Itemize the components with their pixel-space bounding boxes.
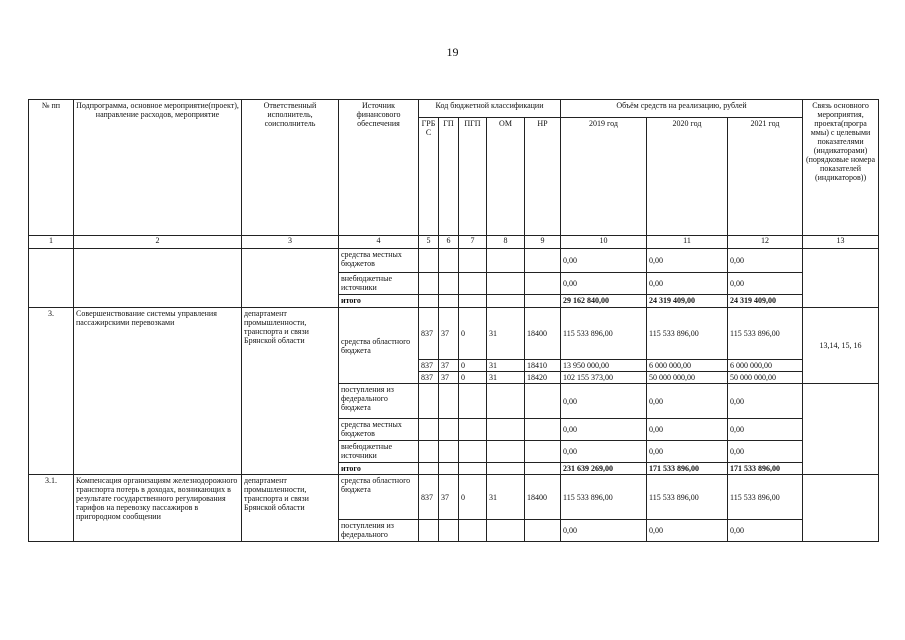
source-cell: поступления из федерального бюджета [339, 384, 419, 419]
nr-cell: 18410 [525, 360, 561, 372]
amount-2021: 115 533 896,00 [728, 475, 803, 520]
indicator-cell: 13,14, 15, 16 [803, 308, 879, 384]
header-2021: 2021 год [728, 118, 803, 236]
nr-cell: 18400 [525, 308, 561, 360]
header-2019: 2019 год [561, 118, 647, 236]
source-cell: итого [339, 295, 419, 308]
num-cell: 3. [29, 308, 74, 475]
program-cell: Совершенствование системы управления пассажирскими перевозками [74, 308, 242, 475]
header-nr: НР [525, 118, 561, 236]
om-cell: 31 [487, 475, 525, 520]
executor-cell: департамент промышленности, транспорта и связи Брянской области [242, 308, 339, 475]
header-link: Связь основного мероприятия, проекта(програ ммы) с целевыми показателями (индикаторами) (порядковые номера показателей (индикаторов)) [803, 100, 879, 236]
nr-cell: 18400 [525, 475, 561, 520]
pgp-cell: 0 [459, 475, 487, 520]
num-cell [29, 249, 74, 308]
header-budget-code: Код бюджетной классификации [419, 100, 561, 118]
page-number: 19 [446, 45, 459, 59]
amount-2021: 50 000 000,00 [728, 372, 803, 384]
amount-2020: 0,00 [647, 419, 728, 441]
table-row [29, 308, 879, 360]
amount-2020: 0,00 [647, 441, 728, 463]
amount-2019: 102 155 373,00 [561, 372, 647, 384]
amount-2021: 115 533 896,00 [728, 308, 803, 360]
gp-cell: 37 [439, 475, 459, 520]
header-grbs: ГРБ С [419, 118, 439, 236]
nr-cell: 18420 [525, 372, 561, 384]
amount-2019: 115 533 896,00 [561, 308, 647, 360]
header-source: Источник финансового обеспечения [339, 100, 419, 236]
table-row [29, 475, 879, 520]
amount-2021: 6 000 000,00 [728, 360, 803, 372]
header-program: Подпрограмма, основное мероприятие(проект), направление расходов, мероприятие [74, 100, 242, 236]
column-number-row [29, 236, 879, 249]
num-cell: 3.1. [29, 475, 74, 542]
amount-2020: 24 319 409,00 [647, 295, 728, 308]
amount-2020: 6 000 000,00 [647, 360, 728, 372]
gp-cell: 37 [439, 360, 459, 372]
header-amount: Объём средств на реализацию, рублей [561, 100, 803, 118]
indicator-cell [803, 249, 879, 308]
source-cell: итого [339, 463, 419, 475]
gp-cell: 37 [439, 372, 459, 384]
amount-2020: 0,00 [647, 249, 728, 273]
amount-2021: 0,00 [728, 419, 803, 441]
amount-2021: 0,00 [728, 249, 803, 273]
om-cell: 31 [487, 372, 525, 384]
amount-2019: 0,00 [561, 520, 647, 542]
header-executor: Ответственный исполнитель, соисполнитель [242, 100, 339, 236]
col-number: 2 [74, 236, 242, 249]
source-cell: средства местных бюджетов [339, 249, 419, 273]
col-number: 7 [459, 236, 487, 249]
col-number: 5 [419, 236, 439, 249]
om-cell: 31 [487, 360, 525, 372]
col-number: 8 [487, 236, 525, 249]
amount-2019: 0,00 [561, 441, 647, 463]
amount-2021: 0,00 [728, 520, 803, 542]
amount-2020: 0,00 [647, 384, 728, 419]
source-cell: поступления из федерального [339, 520, 419, 542]
executor-cell [242, 249, 339, 308]
amount-2021: 24 319 409,00 [728, 295, 803, 308]
amount-2019: 13 950 000,00 [561, 360, 647, 372]
amount-2020: 50 000 000,00 [647, 372, 728, 384]
header-pgp: ПГП [459, 118, 487, 236]
col-number: 6 [439, 236, 459, 249]
amount-2020: 171 533 896,00 [647, 463, 728, 475]
amount-2019: 115 533 896,00 [561, 475, 647, 520]
amount-2019: 0,00 [561, 249, 647, 273]
amount-2019: 29 162 840,00 [561, 295, 647, 308]
header-2020: 2020 год [647, 118, 728, 236]
amount-2021: 171 533 896,00 [728, 463, 803, 475]
source-cell: средства областного бюджета [339, 308, 419, 384]
source-cell: внебюджетные источники [339, 273, 419, 295]
col-number: 1 [29, 236, 74, 249]
col-number: 9 [525, 236, 561, 249]
amount-2021: 0,00 [728, 441, 803, 463]
program-cell: Компенсация организациям железнодорожного транспорта потерь в доходах, возникающих в результате государственного регулирования тарифов на перевозку пассажиров в пригородном сообщении [74, 475, 242, 542]
col-number: 13 [803, 236, 879, 249]
indicator-cell [803, 384, 879, 475]
col-number: 3 [242, 236, 339, 249]
gp-cell: 37 [439, 308, 459, 360]
grbs-cell: 837 [419, 372, 439, 384]
amount-2021: 0,00 [728, 273, 803, 295]
amount-2019: 0,00 [561, 384, 647, 419]
col-number: 12 [728, 236, 803, 249]
col-number: 11 [647, 236, 728, 249]
col-number: 10 [561, 236, 647, 249]
amount-2020: 0,00 [647, 273, 728, 295]
grbs-cell: 837 [419, 360, 439, 372]
col-number: 4 [339, 236, 419, 249]
amount-2020: 0,00 [647, 520, 728, 542]
amount-2020: 115 533 896,00 [647, 475, 728, 520]
header-gp: ГП [439, 118, 459, 236]
source-cell: средства местных бюджетов [339, 419, 419, 441]
program-cell [74, 249, 242, 308]
header-num: № пп [29, 100, 74, 236]
amount-2019: 0,00 [561, 419, 647, 441]
om-cell: 31 [487, 308, 525, 360]
pgp-cell: 0 [459, 372, 487, 384]
indicator-cell [803, 475, 879, 542]
executor-cell: департамент промышленности, транспорта и связи Брянской области [242, 475, 339, 542]
source-cell: внебюджетные источники [339, 441, 419, 463]
amount-2021: 0,00 [728, 384, 803, 419]
amount-2019: 231 639 269,00 [561, 463, 647, 475]
grbs-cell: 837 [419, 475, 439, 520]
grbs-cell: 837 [419, 308, 439, 360]
amount-2020: 115 533 896,00 [647, 308, 728, 360]
header-om: ОМ [487, 118, 525, 236]
source-cell: средства областного бюджета [339, 475, 419, 520]
header-row [29, 100, 879, 118]
pgp-cell: 0 [459, 308, 487, 360]
pgp-cell: 0 [459, 360, 487, 372]
budget-table [28, 99, 879, 542]
table-row [29, 249, 879, 273]
amount-2019: 0,00 [561, 273, 647, 295]
